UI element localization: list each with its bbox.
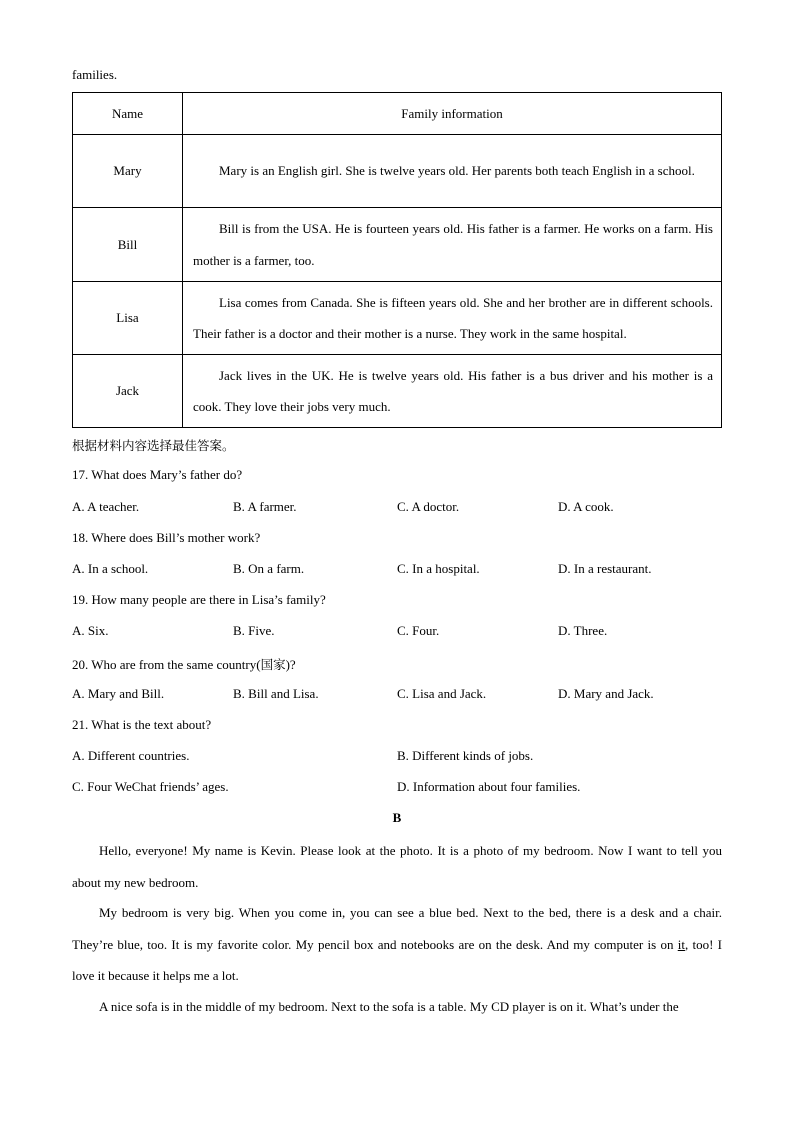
- row-name: Mary: [73, 135, 183, 208]
- table-row: [73, 282, 722, 355]
- option-18-c: C. In a hospital.: [397, 561, 480, 576]
- question-19: 19. How many people are there in Lisa’s family?: [72, 592, 326, 607]
- section-b-heading: B: [392, 810, 402, 825]
- header-name: Name: [73, 93, 183, 135]
- paragraph-3: A nice sofa is in the middle of my bedroom. Next to the sofa is a table. My CD player is on it. What’s under the: [99, 999, 679, 1014]
- option-17-c: C. A doctor.: [397, 499, 460, 514]
- intro-text: families.: [72, 67, 118, 82]
- header-family-information: Family information: [183, 93, 722, 135]
- option-21-c: C. Four WeChat friends’ ages.: [72, 779, 229, 794]
- option-17-a: A. A teacher.: [72, 499, 140, 514]
- paragraph-2: My bedroom is very big. When you come in, you can see a blue bed. Next to the bed, there is a desk and a chair. They’re blue, too. It is my favorite color. My pencil box and notebooks are on the desk. And my computer is on it, too! I love it because it helps me a lot.: [72, 905, 722, 983]
- row-info: Mary is an English girl. She is twelve years old. Her parents both teach English in a school.: [183, 135, 722, 208]
- table-row: [73, 208, 722, 282]
- paragraph-1: Hello, everyone! My name is Kevin. Please look at the photo. It is a photo of my bedroom. Now I want to tell you about my new bedroom.: [72, 843, 722, 890]
- instruction-text: 根据材料内容选择最佳答案。: [72, 438, 235, 453]
- option-19-a: A. Six.: [72, 623, 109, 638]
- option-19-c: C. Four.: [397, 623, 440, 638]
- option-21-b: B. Different kinds of jobs.: [397, 748, 534, 763]
- option-19-b: B. Five.: [233, 623, 275, 638]
- family-info-table: [72, 92, 722, 428]
- table-row: [73, 355, 722, 428]
- row-info: Lisa comes from Canada. She is fifteen years old. She and her brother are in different schools. Their father is a doctor and their mother is a nurse. They work in the same hospital.: [183, 282, 722, 355]
- option-20-a: A. Mary and Bill.: [72, 686, 165, 701]
- table-row: [73, 135, 722, 208]
- option-20-d: D. Mary and Jack.: [558, 686, 654, 701]
- option-20-c: C. Lisa and Jack.: [397, 686, 487, 701]
- row-info: Jack lives in the UK. He is twelve years old. His father is a bus driver and his mother is a cook. They love their jobs very much.: [183, 355, 722, 428]
- underlined-word: it: [677, 936, 685, 952]
- question-18: 18. Where does Bill’s mother work?: [72, 530, 261, 545]
- question-21: 21. What is the text about?: [72, 717, 212, 732]
- row-name: Bill: [73, 208, 183, 282]
- option-18-a: A. In a school.: [72, 561, 149, 576]
- option-21-d: D. Information about four families.: [397, 779, 581, 794]
- table-header-row: [73, 93, 722, 135]
- option-17-b: B. A farmer.: [233, 499, 297, 514]
- row-name: Lisa: [73, 282, 183, 355]
- row-info: Bill is from the USA. He is fourteen years old. His father is a farmer. He works on a farm. His mother is a farmer, too.: [183, 208, 722, 282]
- option-18-b: B. On a farm.: [233, 561, 305, 576]
- option-17-d: D. A cook.: [558, 499, 614, 514]
- option-18-d: D. In a restaurant.: [558, 561, 652, 576]
- option-21-a: A. Different countries.: [72, 748, 190, 763]
- option-20-b: B. Bill and Lisa.: [233, 686, 319, 701]
- question-20: 20. Who are from the same country(国家)?: [72, 657, 296, 672]
- row-name: Jack: [73, 355, 183, 428]
- option-19-d: D. Three.: [558, 623, 608, 638]
- question-17: 17. What does Mary’s father do?: [72, 467, 243, 482]
